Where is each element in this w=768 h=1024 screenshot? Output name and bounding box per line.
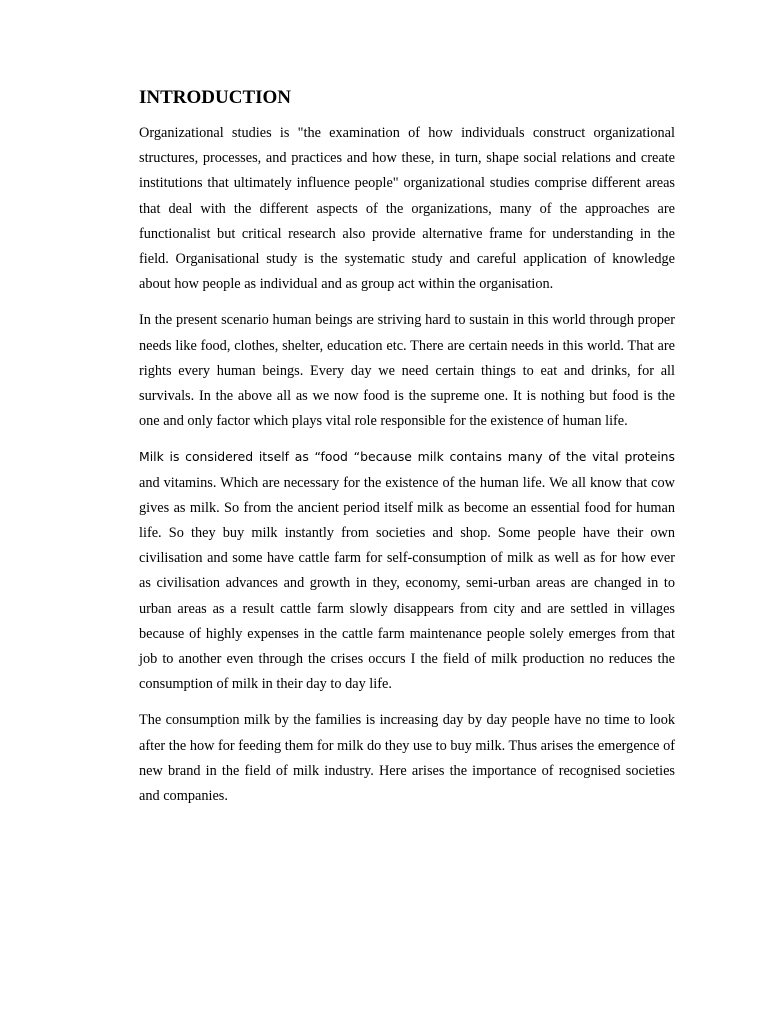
document-page: [139, 86, 675, 819]
paragraph-text: Organizational studies is "the examination of how individuals construct organizational structures, processes, and practices and how these, in turn, shape social relations and create institutions that ultimately influence people" organizational studies comprise different areas that deal with the different aspects of the organizations, many of the approaches are functionalist but critical research also provide alternative frame for understanding in the field. Organisational study is the systematic study and careful application of knowledge about how people as individual and as group act within the organisation.: [139, 125, 675, 293]
paragraph-milk-as-food: [139, 444, 675, 697]
paragraph-organizational-studies: [139, 120, 675, 297]
paragraph-text: The consumption milk by the families is increasing day by day people have no time to look after the how for feeding them for milk do they use to buy milk. Thus arises the emergence of new brand in the field of milk industry. Here arises the importance of recognised societies and companies.: [139, 712, 675, 805]
paragraph-text: and vitamins. Which are necessary for the existence of the human life. We all know that cow gives as milk. So from the ancient period itself milk as become an essential food for human life. So they buy milk instantly from societies and shop. Some people have their own civilisation and some have cattle farm for self-consumption of milk as well as for how ever as civilisation advances and growth in they, economy, semi-urban areas are changed in to urban areas as a result cattle farm slowly disappears from city and are settled in villages because of highly expenses in the cattle farm maintenance people solely emerges from that job to another even through the crises occurs I the field of milk production no reduces the consumption of milk in their day to day life.: [139, 474, 675, 693]
section-heading: INTRODUCTION: [139, 87, 292, 108]
paragraph-milk-consumption: [139, 707, 675, 809]
paragraph-text: In the present scenario human beings are striving hard to sustain in this world through proper needs like food, clothes, shelter, education etc. There are certain needs in this world. That are rights every human beings. Every day we need certain things to eat and drinks, for all survivals. In the above all as we now food is the supreme one. It is nothing but food is the one and only factor which plays vital role responsible for the existence of human life.: [139, 312, 675, 430]
paragraph-human-needs: [139, 307, 675, 434]
paragraph-lead: Milk is considered itself as “food “because milk contains many of the vital proteins: [139, 449, 675, 465]
